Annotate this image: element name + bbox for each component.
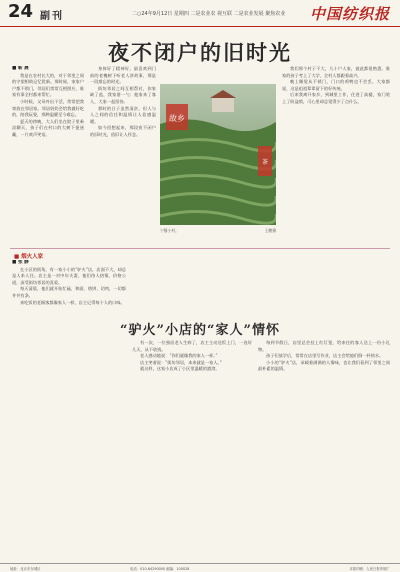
paragraph: 夏天的傍晚，大人们坐在院子里乘凉聊天，孩子们在村口的大树下捉迷藏，一片欢声笑语。 [12,118,84,137]
page-header [0,0,400,27]
article2-col1 [12,260,126,560]
svg-text:故乡: 故乡 [169,114,185,123]
paragraph: 来吃饭的老顾客都像家人一样，店主记得每个人的口味。 [20,299,125,305]
paragraph: 我们那个村子不大，几十户人家，彼此都很熟悉。谁家的孩子考上了大学，全村人都跟着高兴。 [282,66,390,78]
paragraph: 后来我离开家乡，到城里工作，住进了高楼，家门装上了防盗锁，可心里却总觉得少了点什么。 [282,92,390,104]
article1-col1 [12,66,84,244]
paragraph: 有一次，一位独居老人生病了，店主主动送饭上门，一连好几天，从不收钱。 [132,340,252,352]
paragraph: 晚上睡觉从不锁门，门口的鸡鸭也不会丢。大家都说，这是祖祖辈辈留下的好传统。 [282,79,390,91]
section-tag: ■ 烟火人家 [14,254,44,260]
article2-col3 [258,340,390,560]
paragraph: 那时的日子虽然清贫，但人与人之间的信任和温情让人倍感温暖。 [90,105,156,124]
dateline: 二○24年9月12日 星期四 二是农业农 视互联 二是农业发展 聚焦农业 [132,11,286,17]
paragraph: 街坊邻居之间互相帮衬，你家缺了盐，我家借一勺；他家来了客人，大家一起招待。 [90,85,156,104]
paragraph: 每到节假日，店里总会挂上红灯笼，给来往的客人送上一份小礼物。 [258,340,390,352]
footer-address: 地址：北京市东城区 [10,567,41,571]
article2-byline: ■ 张 静 [12,260,29,265]
paragraph: 如今回想起来，那段夜不闭户的旧时光，依旧让人怀念。 [90,125,156,137]
svg-text:茶: 茶 [261,159,269,166]
paragraph: 店主笑着说：“街坊邻居，本来就是一家人。” [140,359,222,365]
paragraph: 小小的“驴火”店，承载着满满的人情味，也让我们看到了邻里之间最朴素的温情。 [258,359,390,372]
masthead-logo: 中国纺织报 [309,5,390,23]
page-footer [0,563,400,572]
paragraph: 就这样，这家小店成了小区里温暖的港湾。 [140,366,220,372]
article2-col2 [132,340,252,560]
article1-col2 [90,66,156,244]
photo-caption: 宁静小村。 [160,228,179,233]
tea-field-photo [160,84,276,225]
paragraph: 在小区的街角，有一家小小的“驴火”店，店面不大，却总是人来人往。店主是一对中年夫妻，他们待人热情，价格公道，深受街坊邻居的喜爱。 [12,266,126,285]
paragraph: 每天清晨，他们就开始忙碌，和面、烙饼、切肉，一切都井井有条。 [12,286,126,298]
article1-title: 夜不闭户的旧时光 [108,40,292,65]
paragraph: 孩子们放学后，常常在店里写作业，店主会给他们倒一杯热水。 [266,353,384,359]
section-divider [10,248,390,249]
paragraph: 我是在农村长大的，对于邻里之间的守望相助记忆犹新。那时候，家家户户都不锁门，邻居们常常互相照应，谁家有事全村都来帮忙。 [12,72,84,98]
article1-byline: ■ 靳 晨 [12,66,29,71]
paragraph: 小时候，父母外出干活，常常把我寄放在邻居家。邻居奶奶会给我做好吃的，陪我玩耍，那种温暖至今难忘。 [12,98,84,118]
page-number: 24 [8,1,34,22]
footer-printer: 本报印刷：人民日报印刷厂 [349,567,390,571]
article2-title: “驴火”小店的“家人”情怀 [120,323,280,338]
paragraph: 老人感动地说：“你们就像我的家人一样。” [140,353,218,359]
section-name: 副刊 [40,11,64,22]
photo-credit: 王鹏摄 [264,228,276,233]
paragraph: 身体好了精神好，最喜欢到门前的老槐树下听老人讲故事，那是一段难忘的时光。 [90,66,156,85]
article1-col3 [282,66,390,244]
footer-contact: 电话：010-64290000 邮编：100028 [130,567,190,571]
